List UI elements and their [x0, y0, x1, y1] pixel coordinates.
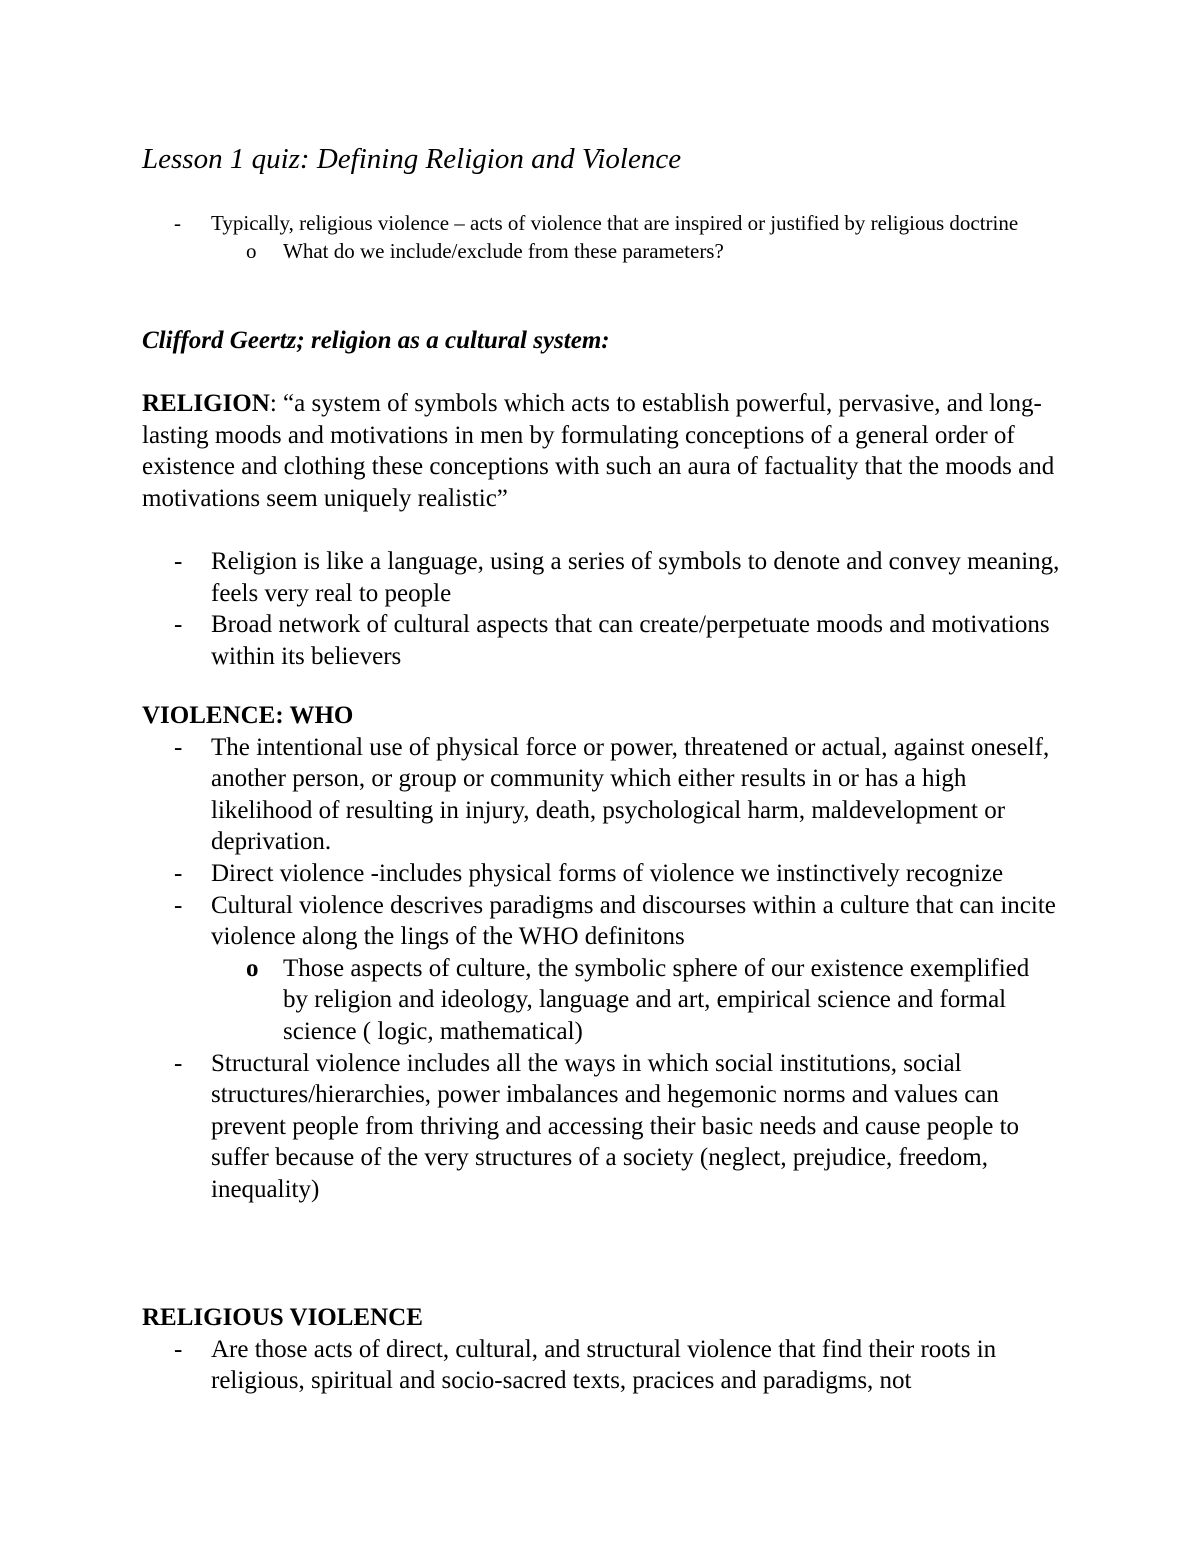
list-item [142, 209, 1072, 237]
list-item-text: Direct violence -includes physical forms of violence we instinctively recognize [211, 859, 1004, 887]
religious-violence-heading: RELIGIOUS VIOLENCE [142, 1304, 423, 1331]
religion-definition [142, 388, 1062, 514]
list-item-text: Structural violence includes all the ways in which social institutions, social structures/hierarchies, power imbalances and hegemonic norms and values can prevent people from thriving and accessing their basic needs and cause people to suffer because of the very structures of a society (neglect, prejudice, freedom, inequality) [211, 1049, 1020, 1203]
list-item-text: The intentional use of physical force or power, threatened or actual, against oneself, another person, or group or community which either results in or has a high likelihood of resulting in injury, death, psychological harm, maldevelopment or deprivation. [211, 733, 1050, 856]
dash-bullet-icon: - [174, 1335, 183, 1363]
list-item [142, 732, 1072, 858]
dash-bullet-icon: - [174, 733, 183, 761]
circle-bullet-icon: o [246, 239, 257, 263]
list-item [142, 1048, 1072, 1206]
list-item [142, 1334, 1072, 1397]
dash-bullet-icon: - [174, 891, 183, 919]
list-item-text: Cultural violence descrives paradigms and discourses within a culture that can incite violence along the lings of the WHO definitons [211, 891, 1056, 951]
religious-violence-section [142, 1302, 1072, 1397]
geertz-list [142, 546, 1072, 672]
list-item-text: Religion is like a language, using a series of symbols to denote and convey meaning, feels very real to people [211, 548, 1060, 607]
dash-bullet-icon: - [174, 211, 181, 235]
intro-section [142, 209, 1072, 265]
violence-heading: VIOLENCE: WHO [142, 702, 354, 729]
list-item [142, 609, 1072, 672]
sub-list-item [142, 953, 1072, 1048]
dash-bullet-icon: - [174, 548, 183, 575]
document-title: Lesson 1 quiz: Defining Religion and Violence [142, 143, 682, 175]
sub-list-item [142, 237, 1072, 265]
list-item [142, 890, 1072, 953]
definition-label: RELIGION [142, 390, 270, 417]
sub-list-item-text: What do we include/exclude from these parameters? [283, 239, 724, 263]
dash-bullet-icon: - [174, 1049, 183, 1077]
geertz-heading: Clifford Geertz; religion as a cultural system: [142, 327, 610, 354]
list-item [142, 858, 1072, 890]
list-item-text: Typically, religious violence – acts of violence that are inspired or justified by religious doctrine [211, 211, 1019, 235]
list-item-text: Are those acts of direct, cultural, and structural violence that find their roots in religious, spiritual and socio-sacred texts, pracices and paradigms, not [211, 1335, 997, 1395]
circle-bullet-icon: o [246, 954, 259, 982]
dash-bullet-icon: - [174, 611, 183, 639]
sub-list-item-text: Those aspects of culture, the symbolic sphere of our existence exemplified by religion and ideology, language and art, empirical science and formal science ( logic, mathematical) [283, 954, 1030, 1045]
list-item-text: Broad network of cultural aspects that can create/perpetuate moods and motivations within its believers [211, 611, 1050, 670]
violence-section [142, 700, 1072, 1206]
list-item [142, 546, 1072, 609]
dash-bullet-icon: - [174, 859, 183, 887]
definition-text: : “a system of symbols which acts to establish powerful, pervasive, and long-lasting moods and motivations in men by formulating conceptions of a general order of existence and clothing these conceptions with such an aura of factuality that the moods and motivations seem uniquely realistic” [142, 390, 1055, 512]
